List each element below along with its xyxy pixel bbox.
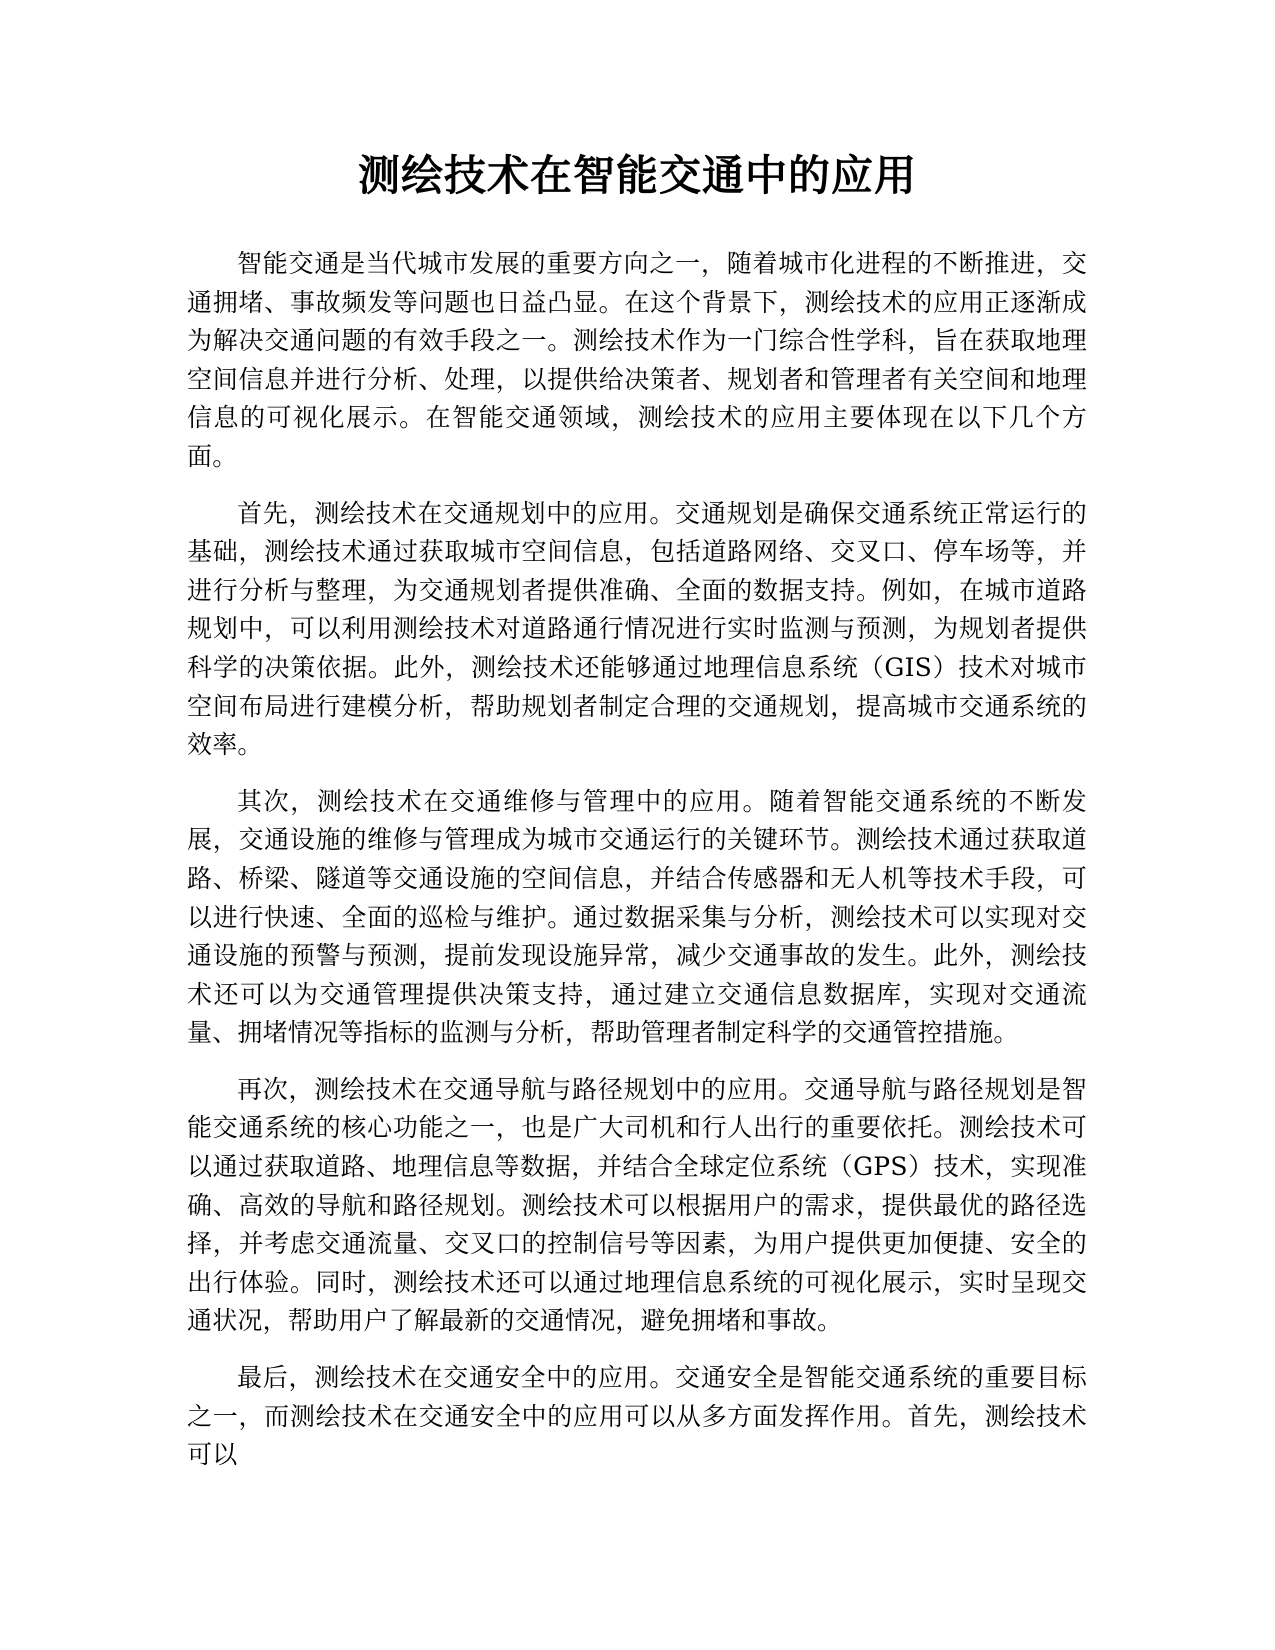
document-body bbox=[187, 245, 1087, 1493]
document-title: 测绘技术在智能交通中的应用 bbox=[357, 151, 917, 200]
paragraph-traffic-safety: 最后，测绘技术在交通安全中的应用。交通安全是智能交通系统的重要目标之一，而测绘技术在交通安全中的应用可以从多方面发挥作用。首先，测绘技术可以 bbox=[187, 1363, 1087, 1470]
paragraph-maintenance-management: 其次，测绘技术在交通维修与管理中的应用。随着智能交通系统的不断发展，交通设施的维修与管理成为城市交通运行的关键环节。测绘技术通过获取道路、桥梁、隧道等交通设施的空间信息，并结合传感器和无人机等技术手段，可以进行快速、全面的巡检与维护。通过数据采集与分析，测绘技术可以实现对交通设施的预警与预测，提前发现设施异常，减少交通事故的发生。此外，测绘技术还可以为交通管理提供决策支持，通过建立交通信息数据库，实现对交通流量、拥堵情况等指标的监测与分析，帮助管理者制定科学的交通管控措施。 bbox=[187, 786, 1087, 1048]
paragraph-navigation-routing: 再次，测绘技术在交通导航与路径规划中的应用。交通导航与路径规划是智能交通系统的核心功能之一，也是广大司机和行人出行的重要依托。测绘技术可以通过获取道路、地理信息等数据，并结合全球定位系统（GPS）技术，实现准确、高效的导航和路径规划。测绘技术可以根据用户的需求，提供最优的路径选择，并考虑交通流量、交叉口的控制信号等因素，为用户提供更加便捷、安全的出行体验。同时，测绘技术还可以通过地理信息系统的可视化展示，实时呈现交通状况，帮助用户了解最新的交通情况，避免拥堵和事故。 bbox=[187, 1074, 1087, 1336]
paragraph-intro: 智能交通是当代城市发展的重要方向之一，随着城市化进程的不断推进，交通拥堵、事故频发等问题也日益凸显。在这个背景下，测绘技术的应用正逐渐成为解决交通问题的有效手段之一。测绘技术作为一门综合性学科，旨在获取地理空间信息并进行分析、处理，以提供给决策者、规划者和管理者有关空间和地理信息的可视化展示。在智能交通领域，测绘技术的应用主要体现在以下几个方面。 bbox=[187, 249, 1087, 471]
paragraph-traffic-planning: 首先，测绘技术在交通规划中的应用。交通规划是确保交通系统正常运行的基础，测绘技术通过获取城市空间信息，包括道路网络、交叉口、停车场等，并进行分析与整理，为交通规划者提供准确、全面的数据支持。例如，在城市道路规划中，可以利用测绘技术对道路通行情况进行实时监测与预测，为规划者提供科学的决策依据。此外，测绘技术还能够通过地理信息系统（GIS）技术对城市空间布局进行建模分析，帮助规划者制定合理的交通规划，提高城市交通系统的效率。 bbox=[187, 498, 1087, 760]
